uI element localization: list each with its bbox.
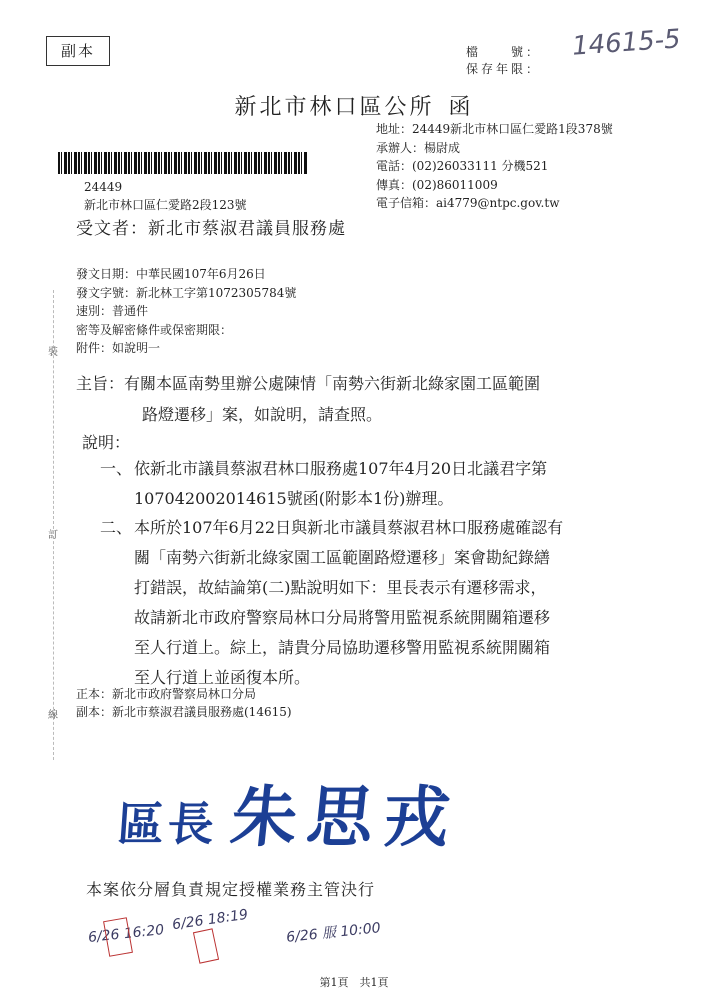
issue-date: 發文日期：中華民國107年6月26日 [76, 267, 266, 281]
recipient: 受文者：新北市蔡淑君議員服務處 [76, 219, 346, 239]
retention-period-label: 保存年限： [466, 62, 542, 76]
secrecy-level: 密等及解密條件或保密期限： [76, 322, 233, 337]
subject-line-1: 有關本區南勢里辦公處陳情「南勢六街新北綠家園工區範圍 [124, 374, 541, 393]
contact-block [376, 120, 613, 213]
explanation-item-2 [100, 513, 660, 693]
document-title [0, 90, 708, 121]
original-recipient: 正本：新北市政府警察局林口分局 [76, 687, 257, 701]
recipient-street: 新北市林口區仁愛路2段123號 [84, 198, 247, 212]
file-number-label: 檔 號： [466, 45, 542, 59]
item-text: 依新北市議員蔡淑君林口服務處107年4月20日北議君字第 [134, 459, 548, 478]
recipient-address [84, 178, 247, 214]
copy-recipient: 副本：新北市蔡淑君議員服務處(14615) [76, 705, 292, 719]
document-type: 函 [448, 95, 474, 120]
document-number: 發文字號：新北林工字第1072305784號 [76, 285, 297, 300]
copy-stamp: 副本 [46, 36, 110, 66]
explanation-item-1 [100, 454, 660, 514]
subject-label: 主旨： [76, 374, 125, 393]
handwritten-case-number: 14615-5 [571, 24, 682, 62]
contact-phone: 電話：(02)26033111 分機521 [376, 159, 549, 173]
attachment: 附件：如說明一 [76, 341, 161, 355]
agency-name: 新北市林口區公所 [234, 95, 435, 120]
item-text: 至人行道上。綜上，請貴分局協助遷移警用監視系統開關箱 [134, 638, 551, 657]
signature-stamp [115, 764, 464, 859]
item-text: 故請新北市政府警察局林口分局將警用監視系統開關箱遷移 [134, 608, 551, 627]
signature-name: 朱思戎 [227, 779, 464, 856]
item-text: 本所於107年6月22日與新北市議員蔡淑君林口服務處確認有 [134, 518, 564, 537]
archive-info [466, 44, 541, 78]
item-text: 107042002014615號函(附影本1份)辦理。 [134, 489, 454, 508]
contact-address: 地址：24449新北市林口區仁愛路1段378號 [376, 122, 613, 136]
signature-title: 區長 [115, 797, 220, 851]
binding-mark: 裝 [48, 347, 58, 358]
contact-officer: 承辦人：楊尉成 [376, 140, 461, 155]
document-meta [76, 265, 296, 358]
handwritten-note: 6/26 16:20 [87, 922, 165, 946]
explanation-label: 說明： [82, 433, 131, 452]
contact-fax: 傳真：(02)86011009 [376, 177, 498, 192]
subject [76, 368, 540, 430]
red-seal [193, 928, 219, 963]
contact-email: 電子信箱：ai4779@ntpc.gov.tw [376, 196, 560, 210]
distribution-list [76, 685, 292, 721]
item-text: 關「南勢六街新北綠家園工區範圍路燈遷移」案會勘紀錄繕 [134, 548, 551, 567]
item-number: 二、 [100, 518, 133, 537]
item-text: 打錯誤，故結論第(二)點說明如下：里長表示有遷移需求， [134, 578, 547, 597]
decision-note: 本案依分層負責規定授權業務主管決行 [86, 880, 376, 899]
page-footer: 第1頁 共1頁 [319, 976, 389, 989]
cut-line-mark: 線 [48, 710, 58, 721]
red-seal [103, 917, 133, 957]
recipient-zip: 24449 [84, 180, 123, 194]
item-number: 一、 [100, 459, 133, 478]
staple-mark: 訂 [48, 530, 58, 541]
subject-line-2: 路燈遷移」案，如說明，請查照。 [142, 405, 383, 424]
handwritten-note: 6/26 18:19 [171, 906, 249, 934]
item-text: 至人行道上並函復本所。 [134, 668, 311, 687]
barcode [58, 152, 308, 174]
binding-line [53, 290, 54, 760]
delivery-speed: 速別：普通件 [76, 304, 149, 318]
handwritten-note: 6/26 服 10:00 [285, 920, 382, 946]
